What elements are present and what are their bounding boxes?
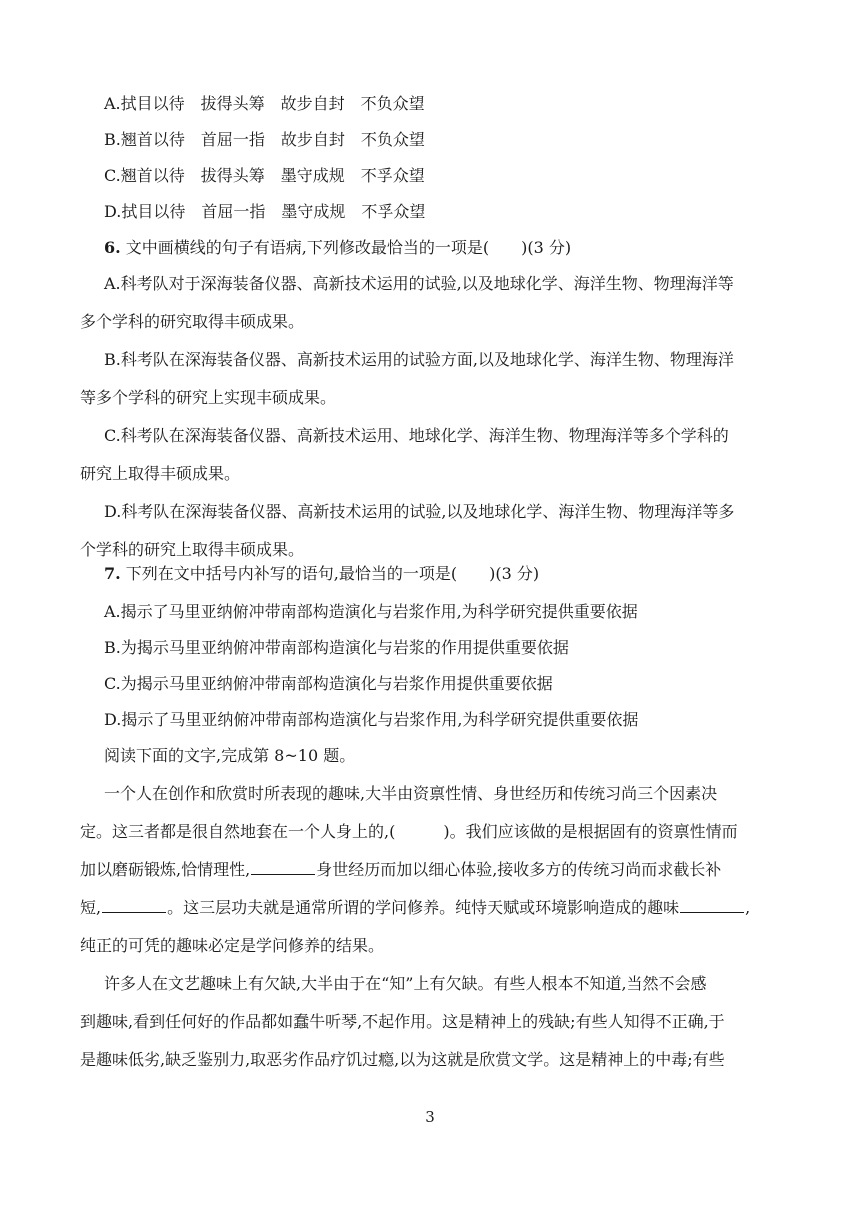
q7-stem-text: 下列在文中括号内补写的语句,最恰当的一项是( )(3 分)	[120, 564, 540, 583]
q7-option-c: C.为揭示马里亚纳俯冲带南部构造演化与岩浆作用提供重要依据	[104, 674, 553, 693]
fill-blank	[102, 898, 166, 913]
q7-option-b: B.为揭示马里亚纳俯冲带南部构造演化与岩浆的作用提供重要依据	[104, 638, 569, 657]
q6-stem	[104, 230, 824, 266]
passage-p1-line2: 定。这三者都是很自然地套在一个人身上的,( )。我们应该做的是根据固有的资禀性情而	[80, 822, 738, 841]
q6-option-a-line1: A.科考队对于深海装备仪器、高新技术运用的试验,以及地球化学、海洋生物、物理海洋等	[104, 274, 734, 293]
q6-number: 6.	[104, 238, 121, 257]
q6-option-d-line2: 个学科的研究上取得丰硕成果。	[80, 540, 305, 559]
fill-blank	[680, 898, 744, 913]
q6-option-c-line2: 研究上取得丰硕成果。	[80, 464, 241, 483]
q7-number: 7.	[104, 564, 121, 583]
passage-p2-line3: 是趣味低劣,缺乏鉴别力,取恶劣作品疗饥过瘾,以为这就是欣赏文学。这是精神上的中毒;有些	[80, 1050, 725, 1069]
q7-option-d: D.揭示了马里亚纳俯冲带南部构造演化与岩浆作用,为科学研究提供重要依据	[104, 710, 639, 729]
q7-option-a: A.揭示了马里亚纳俯冲带南部构造演化与岩浆作用,为科学研究提供重要依据	[104, 602, 638, 621]
q7-stem	[104, 556, 824, 592]
reading-intro: 阅读下面的文字,完成第 8~10 题。	[104, 746, 356, 765]
passage-text: 。这三层功夫就是通常所谓的学问修养。纯恃天赋或环境影响造成的趣味	[167, 898, 680, 917]
q5-option-c: C.翘首以待 拔得头筹 墨守成规 不孚众望	[104, 166, 425, 185]
passage-p1-line5: 纯正的可凭的趣味必定是学问修养的结果。	[80, 936, 385, 955]
q6-stem-text: 文中画横线的句子有语病,下列修改最恰当的一项是( )(3 分)	[120, 238, 572, 257]
passage-p1-line3	[80, 852, 800, 888]
fill-blank	[251, 860, 315, 875]
q5-option-d: D.拭目以待 首屈一指 墨守成规 不孚众望	[104, 202, 426, 221]
passage-text: 短,	[80, 898, 102, 917]
q6-option-c-line1: C.科考队在深海装备仪器、高新技术运用、地球化学、海洋生物、物理海洋等多个学科的	[104, 426, 729, 445]
q6-option-b-line1: B.科考队在深海装备仪器、高新技术运用的试验方面,以及地球化学、海洋生物、物理海洋	[104, 350, 734, 369]
q6-option-d-line1: D.科考队在深海装备仪器、高新技术运用的试验,以及地球化学、海洋生物、物理海洋等多	[104, 502, 735, 521]
passage-text: 加以磨砺锻炼,恰情理性,	[80, 860, 251, 879]
q6-option-b-line2: 等多个学科的研究上实现丰硕成果。	[80, 388, 337, 407]
passage-p1-line4	[80, 890, 800, 926]
passage-p2-line2: 到趣味,看到任何好的作品都如蠢牛听琴,不起作用。这是精神上的残缺;有些人知得不正确,于	[80, 1012, 725, 1031]
passage-p2-line1: 许多人在文艺趣味上有欠缺,大半由于在“知”上有欠缺。有些人根本不知道,当然不会感	[104, 974, 707, 993]
passage-text: 身世经历而加以细心体验,接收多方的传统习尚而求截长补	[316, 860, 722, 879]
q5-option-b: B.翘首以待 首屈一指 故步自封 不负众望	[104, 130, 425, 149]
q5-option-a: A.拭目以待 拔得头筹 故步自封 不负众望	[104, 94, 425, 113]
passage-text: ,	[745, 898, 751, 917]
q6-option-a-line2: 多个学科的研究取得丰硕成果。	[80, 312, 305, 331]
passage-p1-line1: 一个人在创作和欣赏时所表现的趣味,大半由资禀性情、身世经历和传统习尚三个因素决	[104, 784, 718, 803]
page-number: 3	[425, 1108, 435, 1126]
